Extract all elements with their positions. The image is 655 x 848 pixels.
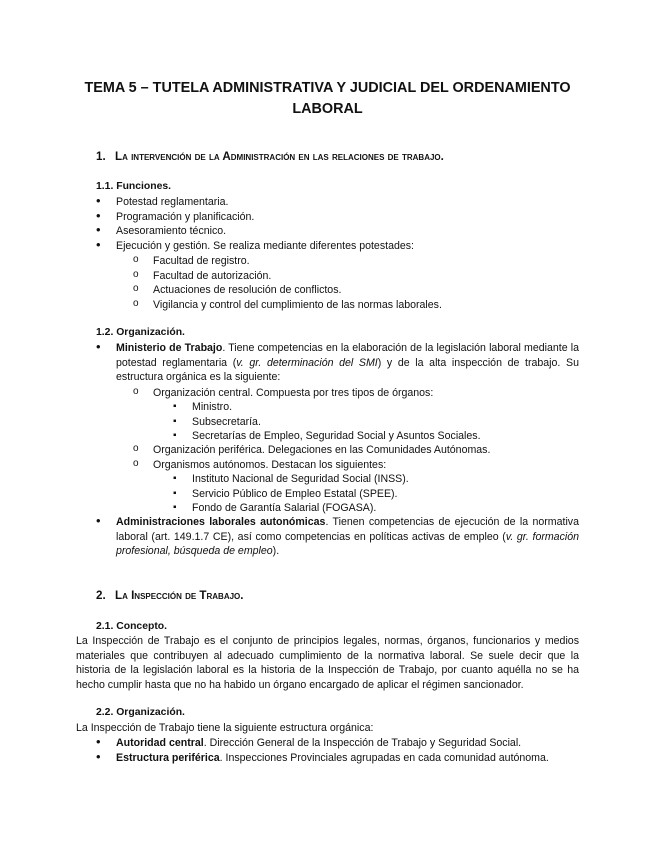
list-item: o Vigilancia y control del cumplimiento de las normas laborales. xyxy=(133,298,573,313)
list-item xyxy=(96,736,579,751)
ministerio-text-2: ) y de la alta inspección de trabajo. Su estructura orgánica es la siguiente: xyxy=(116,356,579,384)
concept-paragraph: La Inspección de Trabajo es el conjunto de principios legales, normas, órganos, funcionarios y medios materiales que contribuyen al adecuado cumplimiento de la normativa laboral. Se suele decir que la historia de la legislación laboral es la historia de la Inspección de Trabajo, por cuanto aquélla no se ha hecho cumplir hasta que no ha habido un órgano encargado de aplicar el régimen sancionador. xyxy=(76,635,579,691)
list-item: o Facultad de registro. xyxy=(133,254,573,269)
list-item xyxy=(96,751,579,766)
section-2-number: 2. xyxy=(96,589,106,602)
ministerio-text-1: . Tiene competencias en la elaboración de la legislación laboral mediante la potestad reglamentaria ( xyxy=(116,342,579,369)
list-item-admin xyxy=(96,515,579,559)
ministerio-italic: v. gr. determinación del SMI xyxy=(236,356,378,369)
section-1-title: La intervención de la Administración en las relaciones de trabajo. xyxy=(115,150,444,163)
list-item: o Organización central. Compuesta por tres tipos de órganos: xyxy=(133,386,578,401)
admin-italic: v. gr. formación profesional, búsqueda de empleo xyxy=(116,530,580,558)
list-item: ▪ Fondo de Garantía Salarial (FOGASA). xyxy=(173,501,573,516)
subsection-1-1-heading: 1.1. Funciones. xyxy=(96,181,172,192)
subsection-2-1-heading: 2.1. Concepto. xyxy=(96,621,168,632)
autonomous-organs-list xyxy=(173,472,573,516)
list-item: o Actuaciones de resolución de conflictos. xyxy=(133,283,573,298)
list-item: ▪ Instituto Nacional de Seguridad Social (INSS). xyxy=(173,472,573,487)
admin-label: Administraciones laborales autonómicas xyxy=(116,516,326,528)
list-item: • Potestad reglamentaria. xyxy=(96,195,576,210)
regional-admin-list xyxy=(96,515,579,559)
list-item: ▪ Secretarías de Empleo, Seguridad Social y Asuntos Sociales. xyxy=(173,429,573,444)
ministerio-label: Ministerio de Trabajo xyxy=(116,342,223,354)
org-peripheral-list xyxy=(133,443,578,472)
item-label: Autoridad central xyxy=(116,737,204,749)
section-1-heading xyxy=(96,150,444,165)
inspection-intro: La Inspección de Trabajo tiene la siguiente estructura orgánica: xyxy=(76,722,374,734)
subsection-2-2-heading: 2.2. Organización. xyxy=(96,707,185,718)
list-item: ▪ Servicio Público de Empleo Estatal (SPEE). xyxy=(173,487,573,502)
admin-text-1: . Tienen competencias de ejecución de la normativa laboral (art. 149.1.7 CE), así como competencias en políticas activas de empleo ( xyxy=(116,516,579,543)
section-2-heading xyxy=(96,589,244,604)
list-item: • Asesoramiento técnico. xyxy=(96,224,576,239)
functions-list xyxy=(96,195,576,253)
admin-text-2: ). xyxy=(272,545,280,558)
section-2-title: La Inspección de Trabajo. xyxy=(115,589,244,602)
list-item: ▪ Subsecretaría. xyxy=(173,415,573,430)
organization-list xyxy=(96,341,579,385)
inspection-structure-list xyxy=(96,736,579,765)
list-item: • Programación y planificación. xyxy=(96,210,576,225)
document-title: TEMA 5 – TUTELA ADMINISTRATIVA Y JUDICIAL DEL ORDENAMIENTO LABORAL xyxy=(84,80,571,117)
subsection-1-2-heading: 1.2. Organización. xyxy=(96,327,185,338)
org-central-list xyxy=(133,386,578,401)
list-item-ministerio xyxy=(96,341,579,385)
section-1-number: 1. xyxy=(96,150,106,163)
list-item: o Facultad de autorización. xyxy=(133,269,573,284)
item-text: . Inspecciones Provinciales agrupadas en cada comunidad autónoma. xyxy=(219,751,549,764)
powers-list xyxy=(133,254,573,312)
item-label: Estructura periférica xyxy=(116,751,220,764)
list-item: o Organización periférica. Delegaciones en las Comunidades Autónomas. xyxy=(133,443,578,458)
list-item: ▪ Ministro. xyxy=(173,400,573,415)
central-organs-list xyxy=(173,400,573,444)
item-text: . Dirección General de la Inspección de Trabajo y Seguridad Social. xyxy=(203,737,522,749)
list-item: • Ejecución y gestión. Se realiza mediante diferentes potestades: xyxy=(96,239,576,254)
list-item: o Organismos autónomos. Destacan los siguientes: xyxy=(133,458,578,473)
